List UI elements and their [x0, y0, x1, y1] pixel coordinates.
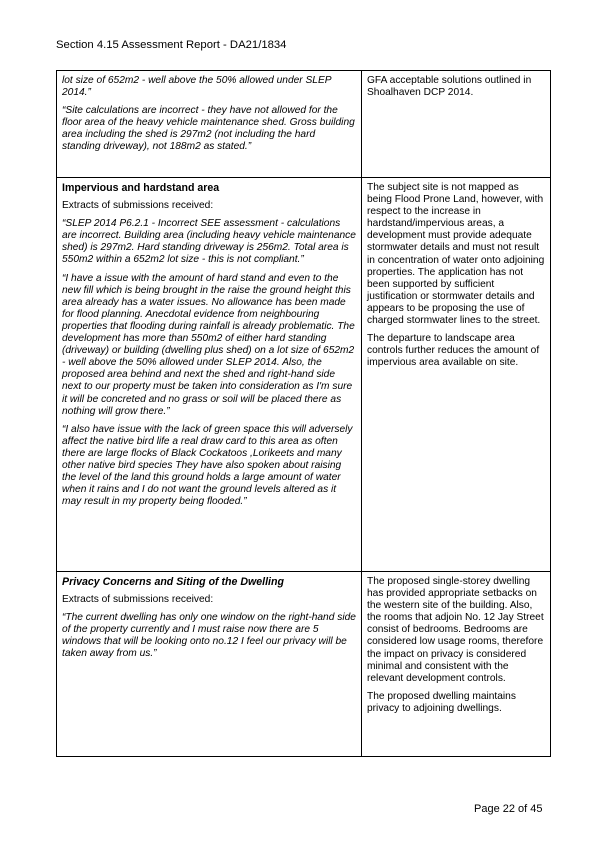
table-row: [57, 71, 551, 178]
response-text: The departure to landscape area controls further reduces the amount of impervious area available on site.: [367, 333, 540, 369]
response-text: The subject site is not mapped as being Flood Prone Land, however, with respect to the increase in hardstand/impervious areas, a development must provide adequate stormwater details and must not result in concentration of water onto adjoining properties. The application has not been supported by sufficient justification or stormwater details and appears to be proposing the use of charged stormwater lines to the street.: [367, 182, 545, 327]
submission-cell: [57, 178, 362, 572]
extracts-intro: Extracts of submissions received:: [62, 200, 214, 212]
submission-quote: “Site calculations are incorrect - they have not allowed for the floor area of the heavy vehicle maintenance shed. Gross building area including the shed is 297m2 (not including the hard standing driveway), not 188m2 as stated.”: [62, 105, 355, 153]
section-heading: Impervious and hardstand area: [62, 182, 220, 194]
section-heading: Privacy Concerns and Siting of the Dwelling: [62, 576, 284, 588]
response-text: GFA acceptable solutions outlined in Shoalhaven DCP 2014.: [367, 75, 532, 99]
page-number: Page 22 of 45: [474, 803, 543, 815]
table-row: [57, 178, 551, 572]
assessment-table: [56, 70, 551, 757]
report-header: Section 4.15 Assessment Report - DA21/1834: [56, 39, 287, 51]
submission-cell: [57, 71, 362, 178]
response-text: The proposed dwelling maintains privacy to adjoining dwellings.: [367, 690, 516, 714]
response-cell: [362, 178, 551, 572]
response-text: The proposed single-storey dwelling has provided appropriate setbacks on the western site of the building. Also, the rooms that adjoin No. 12 Jay Street consist of bedrooms. Bedrooms are considered low usage rooms, therefore the impact on privacy is considered minimal and consistent with the relevant development controls.: [367, 576, 544, 684]
response-cell: [362, 71, 551, 178]
submission-quote: “The current dwelling has only one window on the right-hand side of the property currently and I must raise now there are 5 windows that will be looking onto no.12 I feel our privacy will be taken away from us.”: [62, 612, 356, 660]
submission-quote: “I also have issue with the lack of green space this will adversely affect the native bird life a real draw card to this area as often there are large flocks of Black Cockatoos ,Lorikeets and many other native bird species They have also spoken about raising the level of the land this ground holds a large amount of water when it rains and I do not want the ground levels altered as it may result in my property being flooded.”: [62, 423, 353, 508]
submission-quote: lot size of 652m2 - well above the 50% allowed under SLEP 2014.”: [62, 75, 332, 99]
response-cell: [362, 572, 551, 757]
submission-quote: “I have a issue with the amount of hard stand and even to the new fill which is being brought in the raise the ground height this area already has a water issues. No allowance has been made for flood planning. Anecdotal evidence from neighbouring properties that flooding during rainfall is already problematic. The development has more than 550m2 of either hard standing (driveway) or building (dwelling plus shed) on a lot size of 652m2 - well above the 50% allowed under SLEP 2014. Also, the proposed area behind and next the shed and right-hand side next to our property must be taken into consideration as I'm sure it will be concreted and no grass or soil will be placed there as nothing will grow there.”: [62, 272, 355, 417]
submission-cell: [57, 572, 362, 757]
submission-quote: “SLEP 2014 P6.2.1 - Incorrect SEE assessment - calculations are incorrect. Building area (including heavy vehicle maintenance shed) is 297m2. Hard standing driveway is 256m2. Total area is 550m2 within a 652m2 lot size - this is not compliant.”: [62, 218, 356, 266]
table-row: [57, 572, 551, 757]
extracts-intro: Extracts of submissions received:: [62, 594, 214, 606]
